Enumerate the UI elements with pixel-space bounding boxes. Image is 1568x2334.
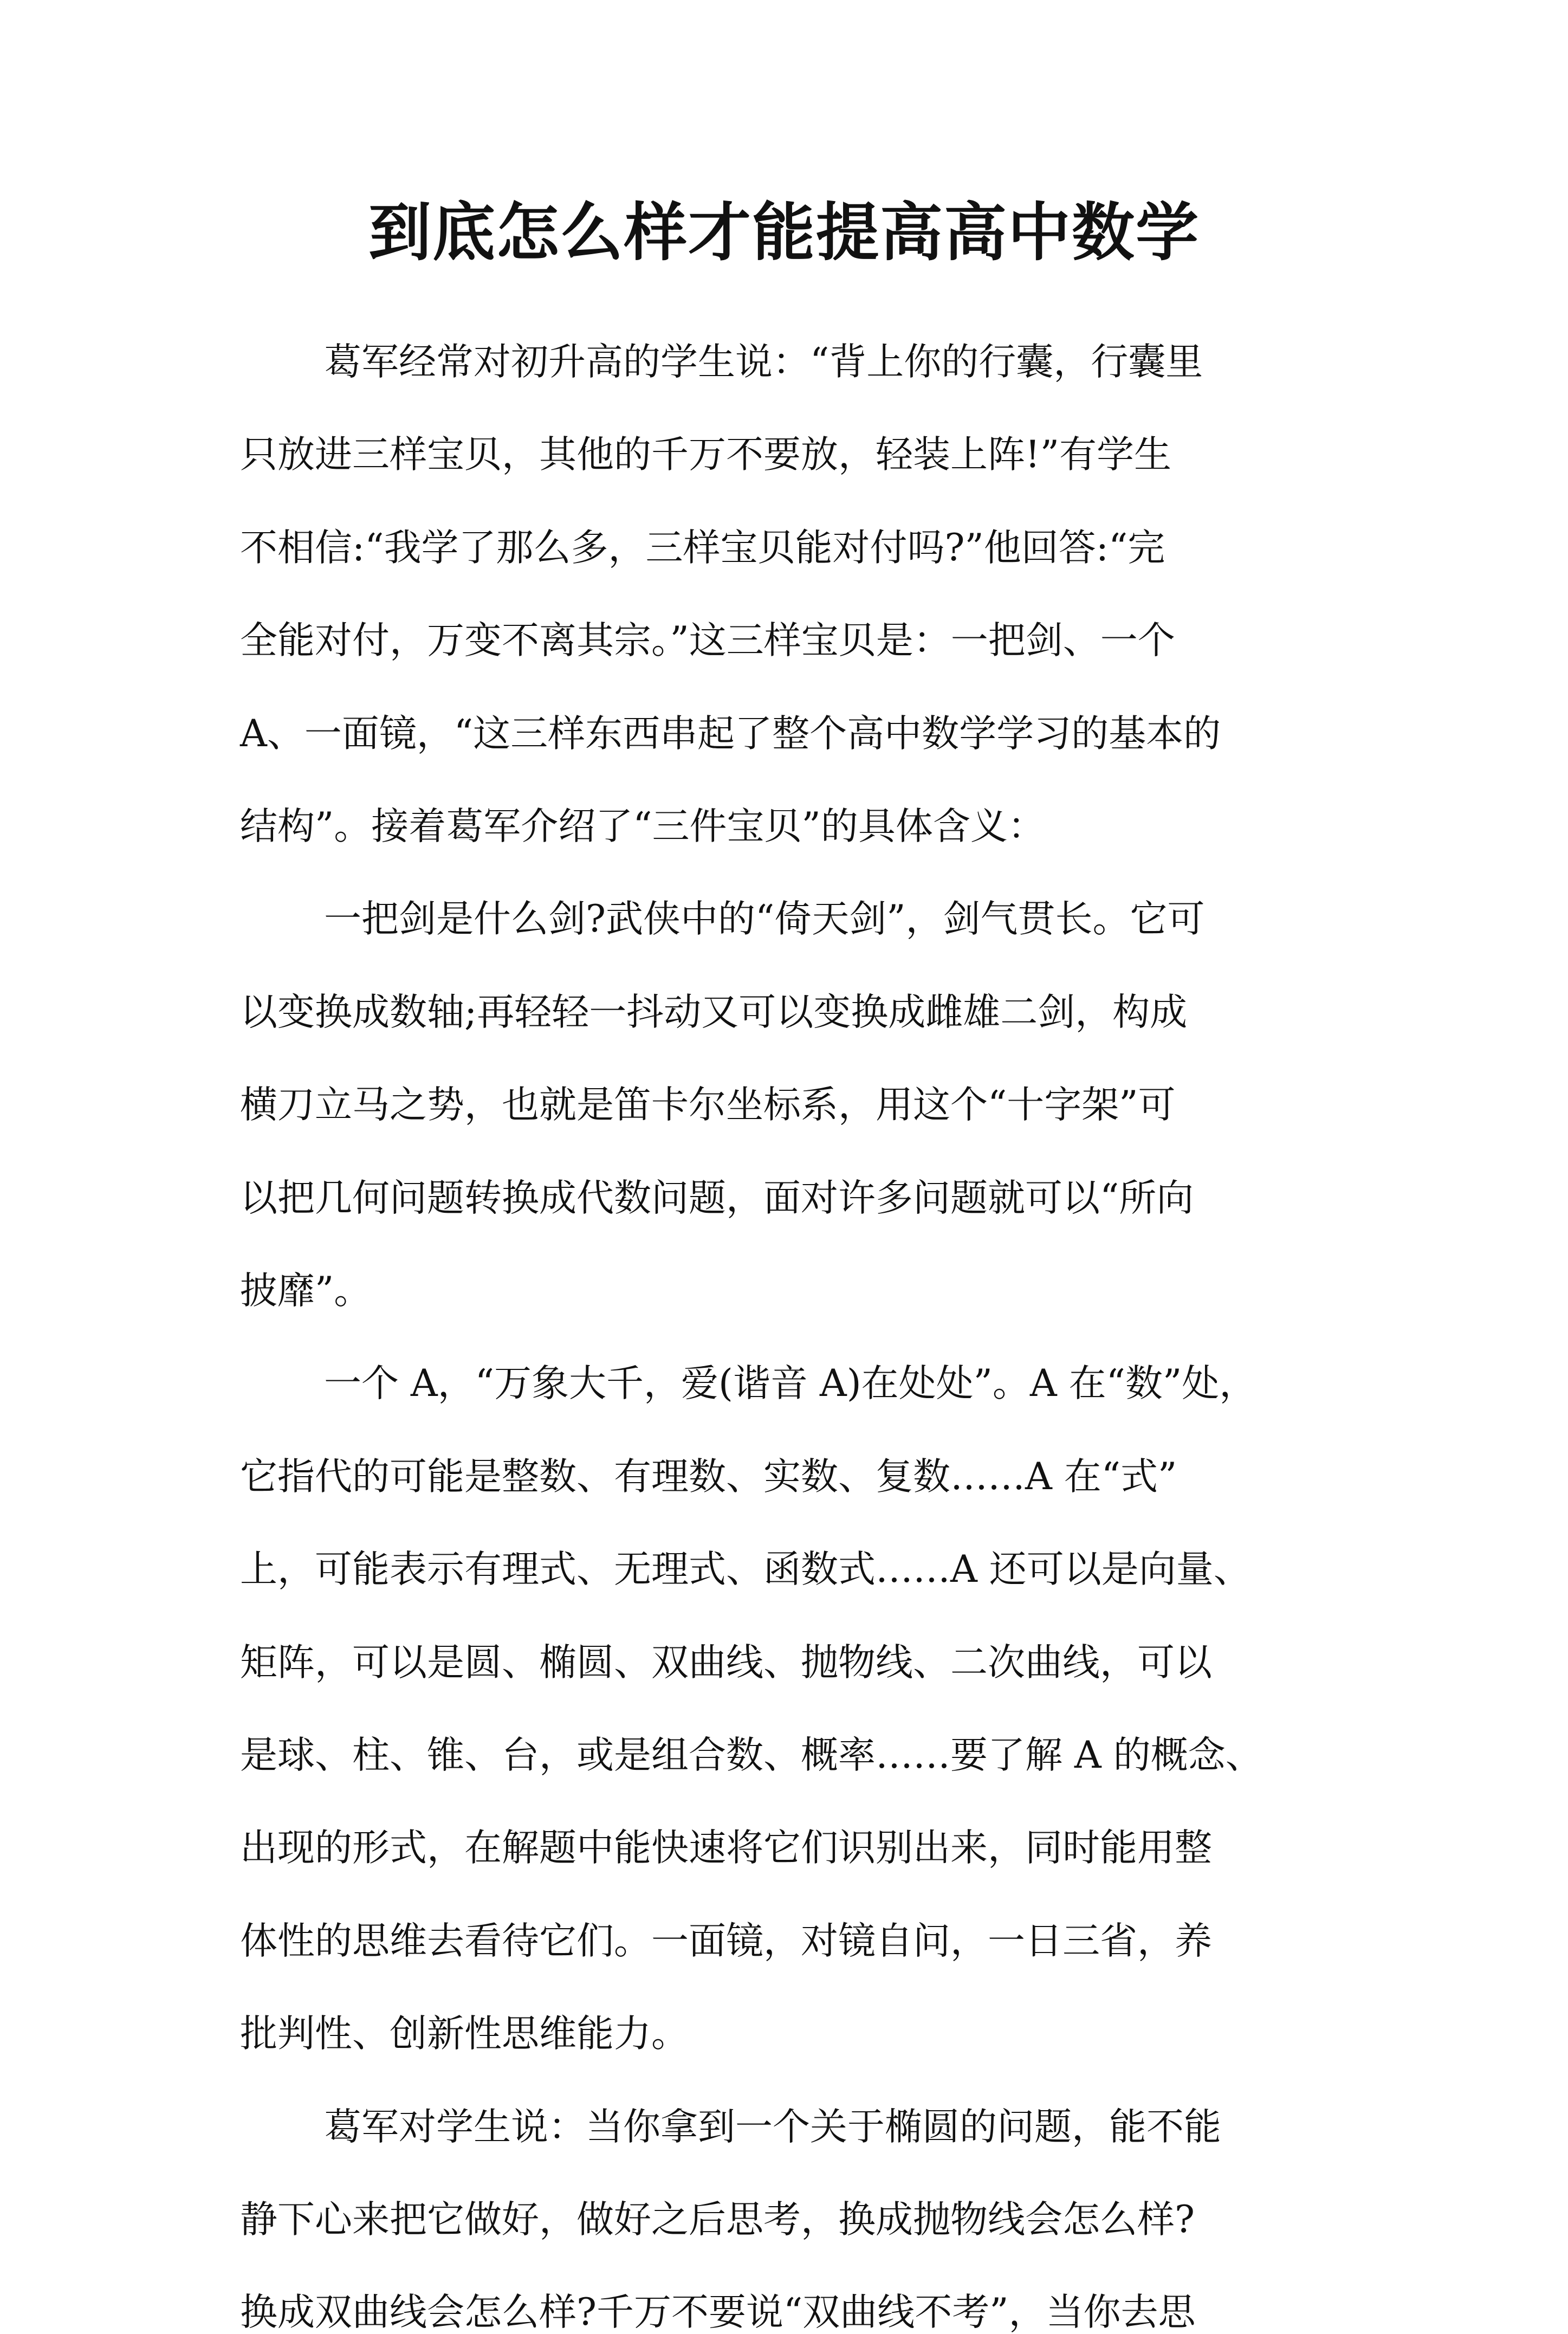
text-line: 葛军对学生说：当你拿到一个关于椭圆的问题，能不能 [324,2105,1221,2149]
text-line: 它指代的可能是整数、有理数、实数、复数……A 在“式” [240,1455,1177,1498]
text-line: 葛军经常对初升高的学生说：“背上你的行囊，行囊里 [324,340,1203,384]
text-line: 批判性、创新性思维能力。 [240,2012,689,2055]
text-line: 不相信:“我学了那么多，三样宝贝能对付吗?”他回答:“完 [240,526,1165,570]
text-line: 全能对付，万变不离其宗。”这三样宝贝是：一把剑、一个 [240,619,1175,662]
text-line: 以变换成数轴;再轻轻一抖动又可以变换成雌雄二剑，构成 [240,991,1188,1034]
text-line: 静下心来把它做好，做好之后思考，换成抛物线会怎么样? [240,2198,1195,2241]
text-line: 一个 A，“万象大千，爱(谐音 A)在处处”。A 在“数”处， [324,1362,1257,1405]
text-line: 一把剑是什么剑?武侠中的“倚天剑”，剑气贯长。它可 [324,897,1205,941]
text-line: 披靡”。 [240,1269,372,1313]
text-line: 只放进三样宝贝，其他的千万不要放，轻装上阵!”有学生 [240,433,1172,476]
text-line: 结构”。接着葛军介绍了“三件宝贝”的具体含义： [240,805,1045,848]
text-line: 矩阵，可以是圆、椭圆、双曲线、抛物线、二次曲线，可以 [240,1641,1212,1684]
text-line: 出现的形式，在解题中能快速将它们识别出来，同时能用整 [240,1826,1212,1870]
text-line: A、一面镜，“这三样东西串起了整个高中数学学习的基本的 [240,712,1221,755]
text-line: 以把几何问题转换成代数问题，面对许多问题就可以“所向 [240,1176,1194,1220]
text-line: 体性的思维去看待它们。一面镜，对镜自问，一日三省，养 [240,1919,1212,1963]
text-line: 上，可能表示有理式、无理式、函数式……A 还可以是向量、 [240,1548,1251,1591]
page-title: 到底怎么样才能提高高中数学 [368,196,1200,269]
text-line: 是球、柱、锥、台，或是组合数、概率……要了解 A 的概念、 [240,1734,1263,1777]
text-line: 横刀立马之势，也就是笛卡尔坐标系，用这个“十字架”可 [240,1083,1176,1127]
text-line: 换成双曲线会怎么样?千万不要说“双曲线不考”，当你去思 [240,2291,1196,2334]
